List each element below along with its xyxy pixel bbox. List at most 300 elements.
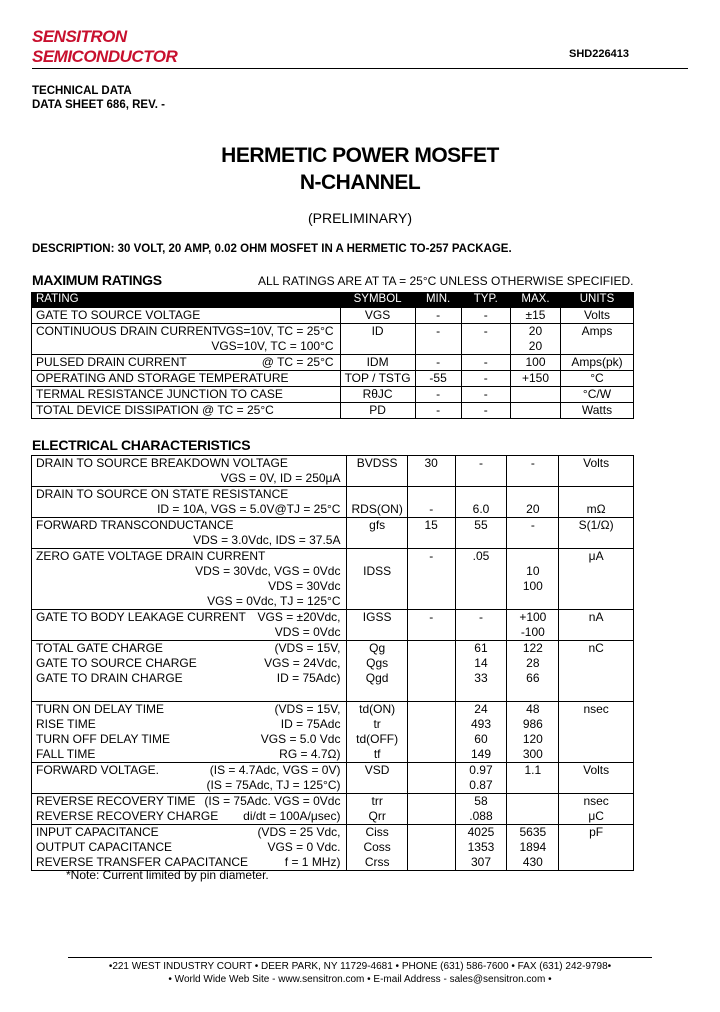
rating-cell — [32, 355, 341, 371]
max-cell — [507, 794, 559, 810]
max-cell: +150 — [511, 371, 561, 387]
symbol-cell: Crss — [347, 855, 407, 871]
max-cell: 120 — [507, 732, 559, 747]
units-cell — [559, 594, 634, 610]
units-cell: Volts — [560, 308, 633, 324]
rating-cell — [32, 339, 341, 355]
min-cell — [407, 656, 455, 671]
symbol-cell: Qgd — [347, 671, 407, 686]
table-row — [32, 778, 634, 794]
units-cell — [559, 732, 634, 747]
rating-name: PULSED DRAIN CURRENT — [36, 355, 187, 369]
parameter-cell — [32, 641, 347, 657]
units-cell — [559, 855, 634, 871]
min-cell — [407, 487, 455, 503]
max-cell — [507, 809, 559, 825]
symbol-cell: BVDSS — [347, 456, 407, 472]
units-cell: Amps — [560, 324, 633, 340]
table-row — [32, 747, 634, 763]
rating-cell — [32, 371, 341, 387]
table-row — [32, 549, 634, 565]
test-condition: VDS = 3.0Vdc, IDS = 37.5A — [193, 533, 341, 547]
test-condition: (VDS = 25 Vdc, — [257, 825, 341, 839]
min-cell — [407, 794, 455, 810]
min-cell: 30 — [407, 456, 455, 472]
table-row — [32, 518, 634, 534]
test-condition: VGS = ±20Vdc, — [257, 610, 341, 624]
max-cell — [511, 403, 561, 419]
table-row — [32, 656, 634, 671]
min-cell — [407, 855, 455, 871]
max-cell: 1894 — [507, 840, 559, 855]
test-condition: (VDS = 15V, — [274, 702, 341, 716]
parameter-name: INPUT CAPACITANCE — [36, 825, 159, 839]
min-cell — [407, 594, 455, 610]
max-cell: 1.1 — [507, 763, 559, 779]
column-header: TYP. — [461, 292, 510, 308]
parameter-cell — [32, 732, 347, 747]
table-row — [32, 625, 634, 641]
max-ratings-table — [31, 292, 634, 419]
max-cell: 100 — [507, 579, 559, 594]
parameter-cell — [32, 794, 347, 810]
parameter-name: OUTPUT CAPACITANCE — [36, 840, 173, 854]
typ-cell — [455, 625, 507, 641]
typ-cell — [455, 533, 507, 549]
parameter-cell — [32, 533, 347, 549]
table-row — [32, 533, 634, 549]
typ-cell: 33 — [455, 671, 507, 686]
table-row — [32, 717, 634, 732]
max-cell: 48 — [507, 702, 559, 718]
typ-cell — [455, 594, 507, 610]
symbol-cell — [347, 625, 407, 641]
min-cell: - — [415, 387, 461, 403]
typ-cell: 6.0 — [455, 502, 507, 518]
max-cell: 20 — [511, 324, 561, 340]
symbol-cell: IDM — [340, 355, 415, 371]
max-cell — [507, 778, 559, 794]
typ-cell: - — [461, 355, 510, 371]
rating-condition: @ TC = 25°C — [261, 355, 334, 369]
test-condition: ID = 75Adc) — [276, 671, 341, 685]
max-cell: 986 — [507, 717, 559, 732]
max-ratings-heading: MAXIMUM RATINGS — [32, 272, 162, 288]
table-row — [32, 324, 634, 340]
symbol-cell — [347, 487, 407, 503]
rating-name: TERMAL RESISTANCE JUNCTION TO CASE — [36, 387, 283, 401]
table-row — [32, 339, 634, 355]
min-cell — [407, 840, 455, 855]
table-row — [32, 371, 634, 387]
units-cell — [559, 625, 634, 641]
typ-cell: 149 — [455, 747, 507, 763]
document-number: SHD226413 — [569, 48, 629, 60]
parameter-cell — [32, 610, 347, 626]
max-cell — [507, 471, 559, 487]
typ-cell: - — [461, 324, 510, 340]
units-cell — [559, 579, 634, 594]
units-cell: nA — [559, 610, 634, 626]
table-row — [32, 308, 634, 324]
footer-address: •221 WEST INDUSTRY COURT • DEER PARK, NY 11729-4681 • PHONE (631) 586-7600 • FAX (631) 242-9798• — [108, 961, 612, 972]
min-cell: - — [407, 549, 455, 565]
symbol-cell — [347, 533, 407, 549]
parameter-cell — [32, 763, 347, 779]
typ-cell — [455, 686, 507, 702]
table-row — [32, 794, 634, 810]
parameter-cell — [32, 702, 347, 718]
min-cell: - — [407, 610, 455, 626]
electrical-table — [31, 455, 634, 871]
units-cell: mΩ — [559, 502, 634, 518]
parameter-name: FORWARD VOLTAGE. — [36, 763, 159, 777]
parameter-cell — [32, 671, 347, 686]
preliminary-label: (PRELIMINARY) — [308, 210, 412, 226]
min-cell — [407, 825, 455, 841]
min-cell — [415, 339, 461, 355]
max-cell: 430 — [507, 855, 559, 871]
max-cell — [507, 487, 559, 503]
test-condition: VDS = 30Vdc, VGS = 0Vdc — [195, 564, 341, 578]
min-cell — [407, 702, 455, 718]
column-header: UNITS — [560, 292, 633, 308]
test-condition: ID = 10A, VGS = 5.0V@TJ = 25°C — [157, 502, 341, 516]
typ-cell: .088 — [455, 809, 507, 825]
units-cell: nsec — [559, 794, 634, 810]
parameter-name: GATE TO SOURCE CHARGE — [36, 656, 197, 670]
test-condition: VDS = 0Vdc — [274, 625, 341, 639]
symbol-cell: gfs — [347, 518, 407, 534]
test-condition: VGS = 0Vdc, TJ = 125°C — [207, 594, 341, 608]
min-cell — [407, 763, 455, 779]
parameter-name: GATE TO DRAIN CHARGE — [36, 671, 183, 685]
units-cell: S(1/Ω) — [559, 518, 634, 534]
tech-line-1: TECHNICAL DATA — [32, 85, 132, 97]
table-row — [32, 564, 634, 579]
test-condition: VGS = 0V, ID = 250μA — [220, 471, 341, 485]
symbol-cell: VSD — [347, 763, 407, 779]
parameter-name: REVERSE RECOVERY TIME — [36, 794, 196, 808]
units-cell: μA — [559, 549, 634, 565]
parameter-cell — [32, 809, 347, 825]
test-condition: (IS = 4.7Adc, VGS = 0V) — [209, 763, 341, 777]
column-header: SYMBOL — [340, 292, 415, 308]
typ-cell — [455, 487, 507, 503]
company-logo — [32, 27, 177, 67]
parameter-cell — [32, 518, 347, 534]
symbol-cell: tf — [347, 747, 407, 763]
typ-cell: 55 — [455, 518, 507, 534]
min-cell — [407, 533, 455, 549]
symbol-cell: Coss — [347, 840, 407, 855]
min-cell: -55 — [415, 371, 461, 387]
column-header: MIN. — [415, 292, 461, 308]
units-cell — [559, 747, 634, 763]
rating-cell — [32, 324, 341, 340]
min-cell: - — [415, 308, 461, 324]
typ-cell — [461, 339, 510, 355]
symbol-cell — [347, 594, 407, 610]
rating-condition: VGS=10V, TC = 25°C — [218, 324, 334, 338]
parameter-cell — [32, 747, 347, 763]
units-cell: pF — [559, 825, 634, 841]
column-header: RATING — [32, 292, 341, 308]
test-condition: VGS = 5.0 Vdc — [260, 732, 341, 746]
typ-cell: - — [455, 456, 507, 472]
symbol-cell: trr — [347, 794, 407, 810]
parameter-cell — [32, 549, 347, 565]
min-cell: 15 — [407, 518, 455, 534]
units-cell: μC — [559, 809, 634, 825]
table-row — [32, 686, 634, 702]
units-cell — [559, 564, 634, 579]
typ-cell: - — [461, 403, 510, 419]
logo-line-2: SEMICONDUCTOR — [32, 47, 178, 66]
max-cell: 66 — [507, 671, 559, 686]
max-cell: 122 — [507, 641, 559, 657]
max-cell: 100 — [511, 355, 561, 371]
parameter-name: REVERSE RECOVERY CHARGE — [36, 809, 219, 823]
table-row — [32, 702, 634, 718]
parameter-cell — [32, 840, 347, 855]
min-cell — [407, 686, 455, 702]
units-cell — [560, 339, 633, 355]
min-cell — [407, 579, 455, 594]
typ-cell: 61 — [455, 641, 507, 657]
symbol-cell: VGS — [340, 308, 415, 324]
min-cell: - — [415, 324, 461, 340]
symbol-cell: Ciss — [347, 825, 407, 841]
table-row — [32, 825, 634, 841]
symbol-cell — [347, 579, 407, 594]
typ-cell: - — [461, 371, 510, 387]
units-cell — [559, 656, 634, 671]
table-row — [32, 732, 634, 747]
table-row — [32, 502, 634, 518]
typ-cell: 307 — [455, 855, 507, 871]
units-cell — [559, 778, 634, 794]
rating-name: TOTAL DEVICE DISSIPATION @ TC = 25°C — [36, 403, 274, 417]
test-condition: VGS = 0 Vdc. — [267, 840, 341, 854]
symbol-cell — [347, 686, 407, 702]
test-condition: (IS = 75Adc. VGS = 0Vdc — [204, 794, 341, 808]
units-cell: Amps(pk) — [560, 355, 633, 371]
max-cell — [507, 594, 559, 610]
min-cell — [407, 625, 455, 641]
min-cell — [407, 671, 455, 686]
rating-name: CONTINUOUS DRAIN CURRENT — [36, 324, 220, 338]
typ-cell: 0.87 — [455, 778, 507, 794]
rating-name: OPERATING AND STORAGE TEMPERATURE — [36, 371, 289, 385]
symbol-cell — [340, 339, 415, 355]
symbol-cell — [347, 471, 407, 487]
parameter-cell — [32, 778, 347, 794]
max-cell: ±15 — [511, 308, 561, 324]
technical-data-block — [32, 84, 165, 112]
max-cell: - — [507, 456, 559, 472]
symbol-cell: tr — [347, 717, 407, 732]
max-cell — [507, 533, 559, 549]
ratings-note: ALL RATINGS ARE AT TA = 25°C UNLESS OTHERWISE SPECIFIED. — [258, 274, 634, 288]
parameter-name: RISE TIME — [36, 717, 96, 731]
typ-cell: - — [461, 387, 510, 403]
min-cell — [407, 778, 455, 794]
parameter-name: GATE TO BODY LEAKAGE CURRENT — [36, 610, 246, 624]
footer-rule — [68, 957, 652, 958]
units-cell: Volts — [559, 456, 634, 472]
typ-cell — [455, 471, 507, 487]
parameter-name: FORWARD TRANSCONDUCTANCE — [36, 518, 234, 532]
units-cell — [559, 671, 634, 686]
units-cell — [559, 717, 634, 732]
parameter-cell — [32, 456, 347, 472]
max-cell — [507, 549, 559, 565]
parameter-name: TURN ON DELAY TIME — [36, 702, 165, 716]
header-rule — [32, 68, 688, 69]
tech-line-2: DATA SHEET 686, REV. - — [32, 99, 165, 111]
units-cell: nC — [559, 641, 634, 657]
max-cell: 28 — [507, 656, 559, 671]
table-row — [32, 579, 634, 594]
table-header-row — [32, 292, 634, 308]
units-cell: °C/W — [560, 387, 633, 403]
typ-cell: - — [455, 610, 507, 626]
max-cell: 20 — [507, 502, 559, 518]
min-cell — [407, 717, 455, 732]
min-cell — [407, 809, 455, 825]
min-cell — [407, 564, 455, 579]
table-row — [32, 610, 634, 626]
parameter-name: TOTAL GATE CHARGE — [36, 641, 163, 655]
symbol-cell — [347, 549, 407, 565]
test-condition: VGS = 24Vdc, — [264, 656, 341, 670]
max-cell: -100 — [507, 625, 559, 641]
typ-cell: - — [461, 308, 510, 324]
parameter-cell — [32, 717, 347, 732]
units-cell: Volts — [559, 763, 634, 779]
rating-name: GATE TO SOURCE VOLTAGE — [36, 308, 201, 322]
rating-cell — [32, 308, 341, 324]
typ-cell: 14 — [455, 656, 507, 671]
parameter-name: DRAIN TO SOURCE BREAKDOWN VOLTAGE — [36, 456, 288, 470]
typ-cell: 4025 — [455, 825, 507, 841]
typ-cell — [455, 564, 507, 579]
max-cell: 20 — [511, 339, 561, 355]
table-row — [32, 471, 634, 487]
parameter-cell — [32, 656, 347, 671]
table-row — [32, 355, 634, 371]
typ-cell: 58 — [455, 794, 507, 810]
rating-cell — [32, 403, 341, 419]
units-cell: °C — [560, 371, 633, 387]
max-cell: +100 — [507, 610, 559, 626]
symbol-cell: IDSS — [347, 564, 407, 579]
test-condition: (IS = 75Adc, TJ = 125°C) — [206, 778, 341, 792]
parameter-cell — [32, 487, 347, 503]
footer-web: • World Wide Web Site - www.sensitron.com • E-mail Address - sales@sensitron.com • — [168, 974, 552, 985]
parameter-name: TURN OFF DELAY TIME — [36, 732, 171, 746]
max-cell — [507, 686, 559, 702]
table-row — [32, 840, 634, 855]
symbol-cell: TOP / TSTG — [340, 371, 415, 387]
table-row — [32, 763, 634, 779]
parameter-cell — [32, 564, 347, 579]
max-cell: 300 — [507, 747, 559, 763]
symbol-cell — [347, 778, 407, 794]
table-row — [32, 456, 634, 472]
test-condition: (VDS = 15V, — [274, 641, 341, 655]
parameter-cell — [32, 686, 347, 702]
rating-cell — [32, 387, 341, 403]
symbol-cell: Qg — [347, 641, 407, 657]
table-row — [32, 594, 634, 610]
table-row — [32, 403, 634, 419]
table-row — [32, 387, 634, 403]
symbol-cell: Qgs — [347, 656, 407, 671]
symbol-cell: td(ON) — [347, 702, 407, 718]
rating-condition: VGS=10V, TC = 100°C — [211, 339, 334, 353]
min-cell: - — [407, 502, 455, 518]
units-cell — [559, 686, 634, 702]
parameter-cell — [32, 502, 347, 518]
test-condition: di/dt = 100A/μsec) — [243, 809, 341, 823]
min-cell: - — [415, 355, 461, 371]
typ-cell: .05 — [455, 549, 507, 565]
column-header: MAX. — [511, 292, 561, 308]
typ-cell: 60 — [455, 732, 507, 747]
min-cell — [407, 747, 455, 763]
symbol-cell: IGSS — [347, 610, 407, 626]
typ-cell: 1353 — [455, 840, 507, 855]
typ-cell: 493 — [455, 717, 507, 732]
symbol-cell: PD — [340, 403, 415, 419]
table-row — [32, 487, 634, 503]
parameter-cell — [32, 625, 347, 641]
table-row — [32, 809, 634, 825]
symbol-cell: RDS(ON) — [347, 502, 407, 518]
min-cell — [407, 641, 455, 657]
table-row — [32, 671, 634, 686]
parameter-name: ZERO GATE VOLTAGE DRAIN CURRENT — [36, 549, 266, 563]
table-row — [32, 641, 634, 657]
parameter-name: FALL TIME — [36, 747, 96, 761]
units-cell — [559, 533, 634, 549]
symbol-cell: ID — [340, 324, 415, 340]
parameter-cell — [32, 594, 347, 610]
footnote: *Note: Current limited by pin diameter. — [66, 868, 269, 882]
parameter-name: REVERSE TRANSFER CAPACITANCE — [36, 855, 249, 869]
max-cell: 5635 — [507, 825, 559, 841]
units-cell — [559, 471, 634, 487]
units-cell: nsec — [559, 702, 634, 718]
test-condition: VDS = 30Vdc — [268, 579, 341, 593]
symbol-cell: Qrr — [347, 809, 407, 825]
parameter-cell — [32, 471, 347, 487]
parameter-name: DRAIN TO SOURCE ON STATE RESISTANCE — [36, 487, 289, 501]
typ-cell — [455, 579, 507, 594]
typ-cell: 24 — [455, 702, 507, 718]
units-cell — [559, 487, 634, 503]
test-condition: RG = 4.7Ω) — [279, 747, 341, 761]
electrical-heading: ELECTRICAL CHARACTERISTICS — [32, 437, 251, 453]
units-cell: Watts — [560, 403, 633, 419]
typ-cell: 0.97 — [455, 763, 507, 779]
max-cell: 10 — [507, 564, 559, 579]
max-cell: - — [507, 518, 559, 534]
min-cell: - — [415, 403, 461, 419]
symbol-cell: RθJC — [340, 387, 415, 403]
